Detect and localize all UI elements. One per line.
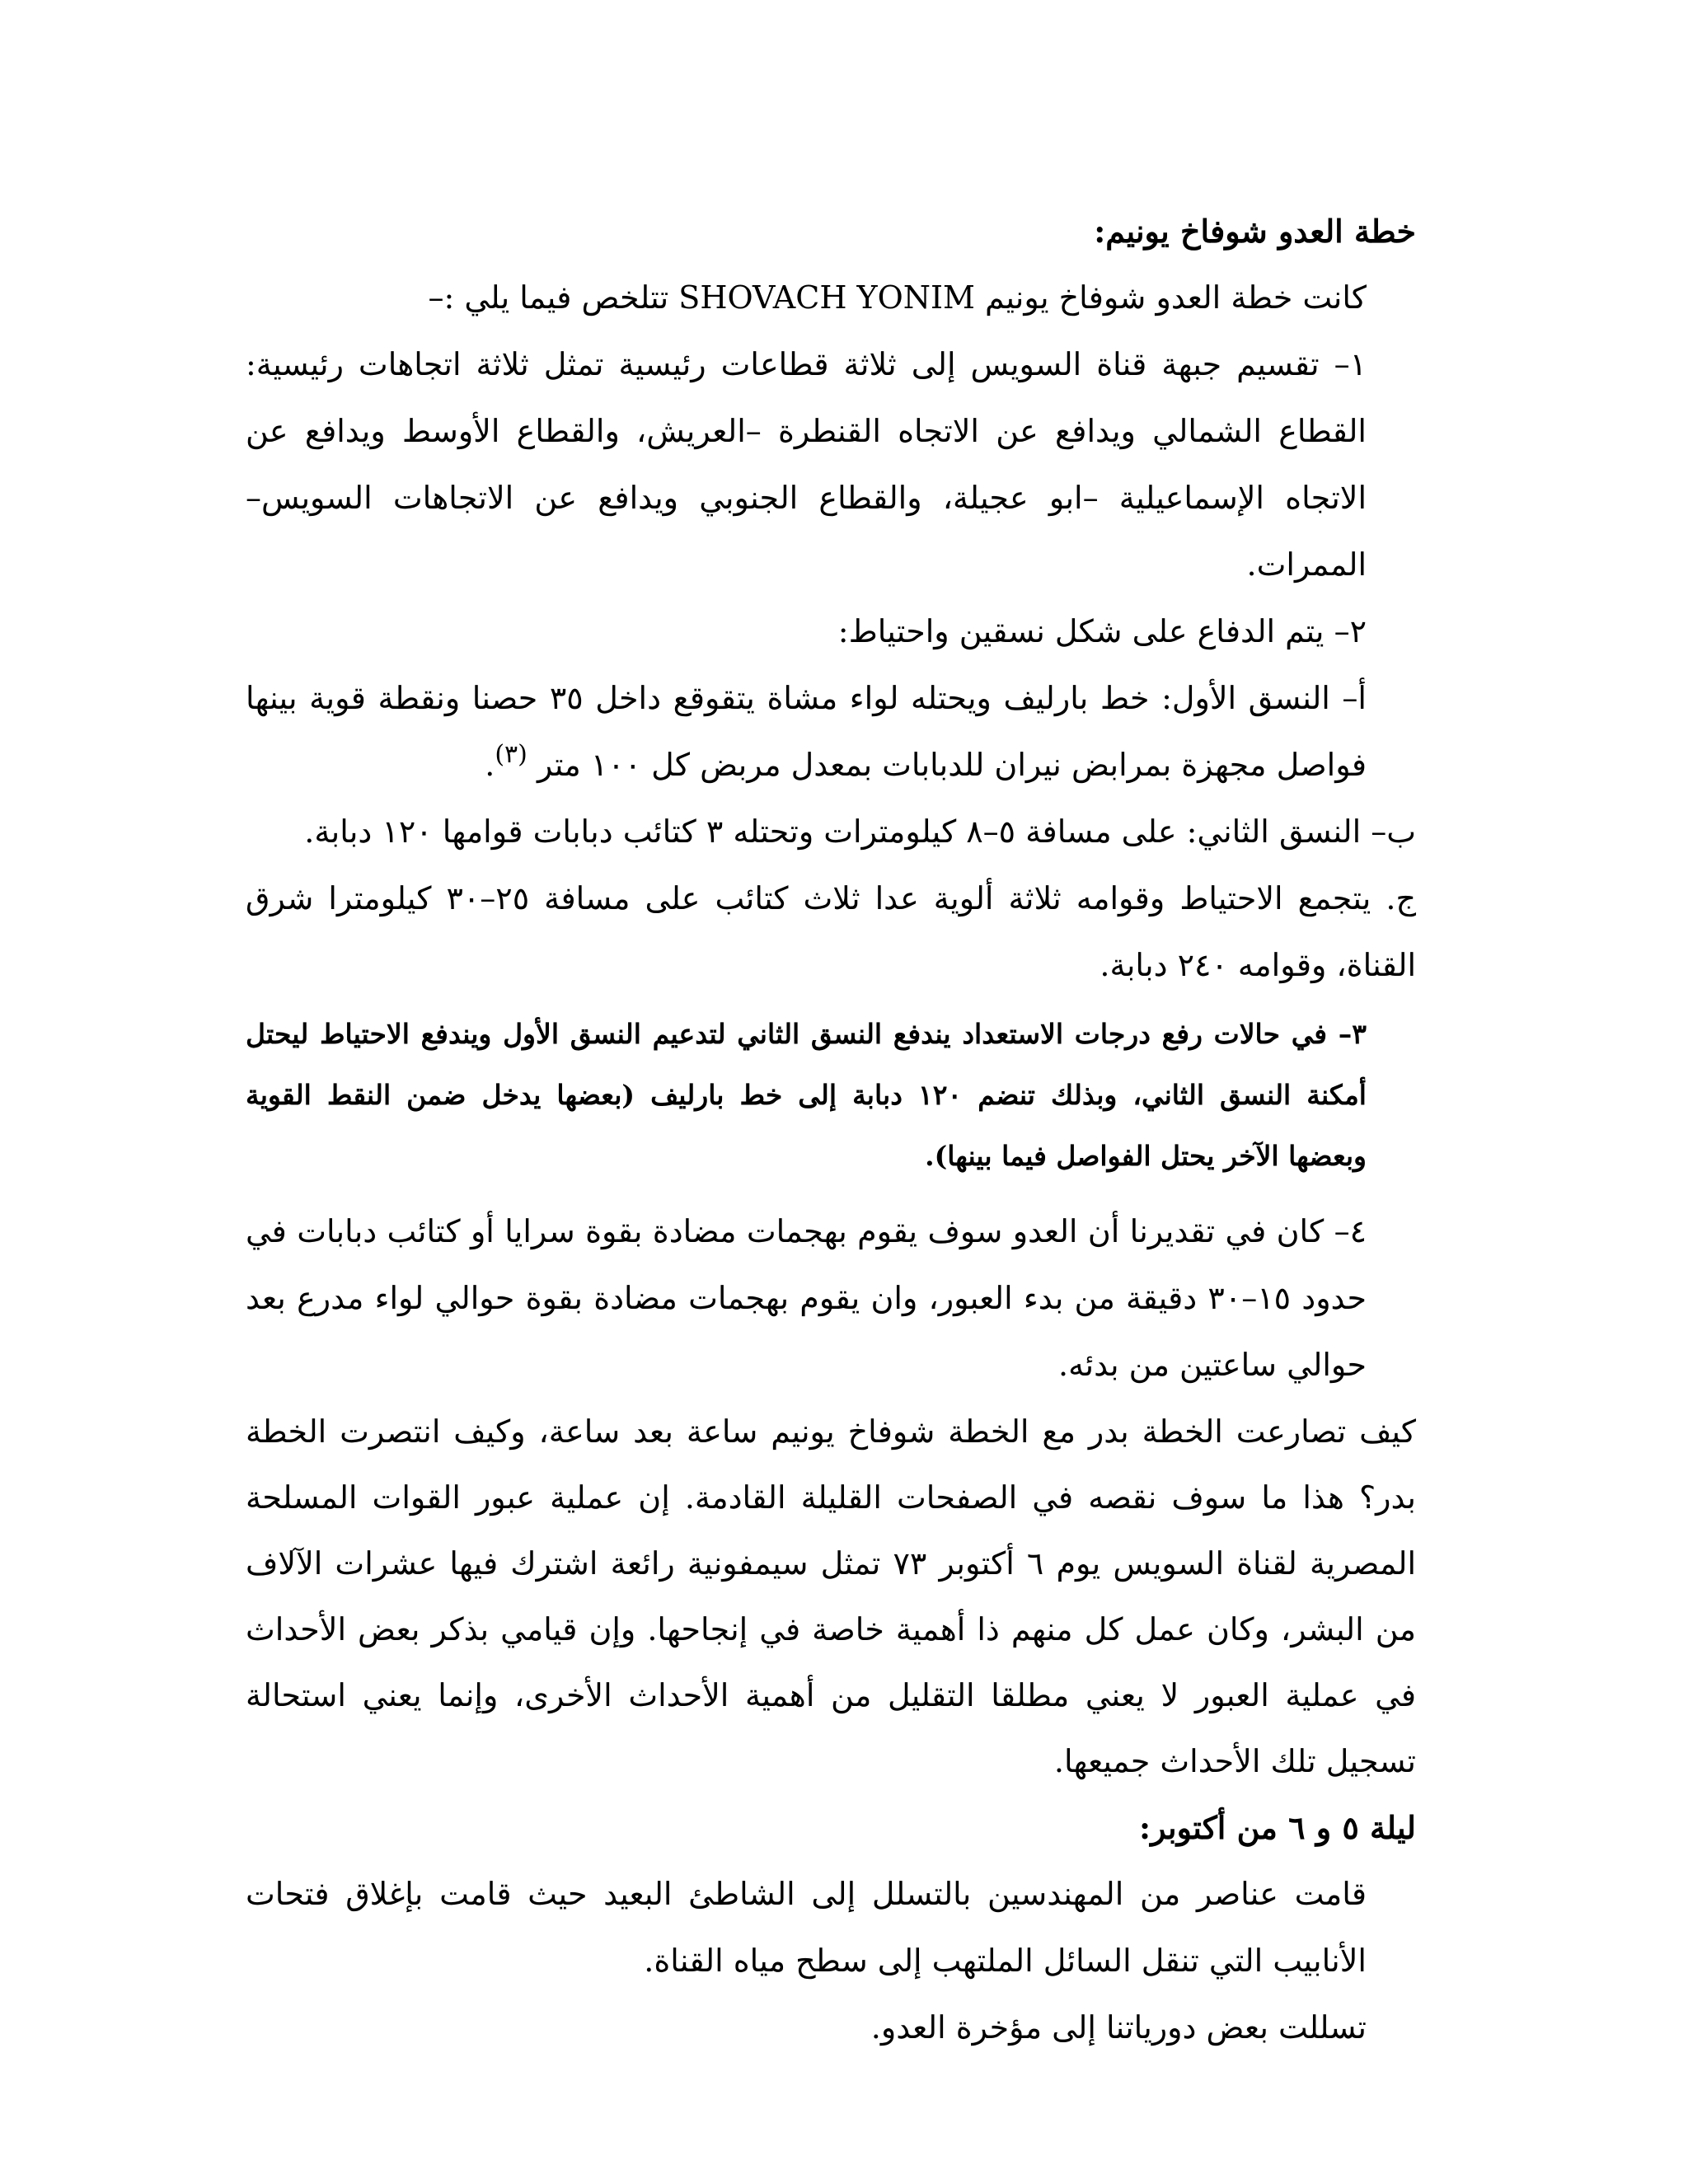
paragraph-point-a-end: . xyxy=(485,747,495,783)
document-body xyxy=(246,198,1416,2061)
section-heading-night-oct: ليلة ٥ و ٦ من أكتوبر: xyxy=(1139,1809,1416,1846)
paragraph-point-b: ب– النسق الثاني: على مسافة ٥–٨ كيلومترات وتحتله ٣ كتائب دبابات قوامها ١٢٠ دبابة. xyxy=(304,813,1416,850)
paragraph-point-c: ج. يتجمع الاحتياط وقوامه ثلاثة ألوية عدا ثلاث كتائب على مسافة ٢٥–٣٠ كيلومترا شرق القناة، وقوامه ٢٤٠ دبابة. xyxy=(246,880,1416,983)
paragraph-point-2: ٢– يتم الدفاع على شكل نسقين واحتياط: xyxy=(837,613,1367,649)
paragraph-point-a xyxy=(246,665,1416,799)
paragraph-plan-intro: كانت خطة العدو شوفاخ يونيم SHOVACH YONIM تتلخص فيما يلي :– xyxy=(428,279,1367,316)
paragraph-point-4: ٤– كان في تقديرنا أن العدو سوف يقوم بهجمات مضادة بقوة سرايا أو كتائب دبابات في حدود ١٥–٣٠ دقيقة من بدء العبور، وان يقوم بهجمات مضادة بقوة حوالي لواء مدرع بعد حوالي ساعتين من بدئه. xyxy=(246,1213,1367,1383)
paragraph-point-a-text: أ– النسق الأول: خط بارليف ويحتله لواء مشاة يتقوقع داخل ٣٥ حصنا ونقطة قوية بينها فواصل مجهزة بمرابض نيران للدبابات بمعدل مربض كل ١٠٠ متر xyxy=(246,680,1367,783)
paragraph-badr-narrative: كيف تصارعت الخطة بدر مع الخطة شوفاخ يونيم ساعة بعد ساعة، وكيف انتصرت الخطة بدر؟ هذا ما سوف نقصه في الصفحات القليلة القادمة. إن عملية عبور القوات المسلحة المصرية لقناة السويس يوم ٦ أكتوبر ٧٣ تمثل سيمفونية رائعة اشترك فيها عشرات الآلاف من البشر، وكان عمل كل منهم ذا أهمية خاصة في إنجاحها. وإن قيامي بذكر بعض الأحداث في عملية العبور لا يعني مطلقا التقليل من أهمية الأحداث الأخرى، وإنما يعني استحالة تسجيل تلك الأحداث جميعها. xyxy=(246,1413,1416,1779)
paragraph-point-1: ١– تقسيم جبهة قناة السويس إلى ثلاثة قطاعات رئيسية تمثل ثلاثة اتجاهات رئيسية: القطاع الشمالي ويدافع عن الاتجاه القنطرة –العريش، والقطاع الأوسط ويدافع عن الاتجاه الإسماعيلية –ابو عجيلة، والقطاع الجنوبي ويدافع عن الاتجاهات السويس– الممرات. xyxy=(246,346,1367,583)
paragraph-engineers: قامت عناصر من المهندسين بالتسلل إلى الشاطئ البعيد حيث قامت بإغلاق فتحات الأنابيب التي تنقل السائل الملتهب إلى سطح مياه القناة. xyxy=(246,1876,1367,1979)
section-heading-enemy-plan: خطة العدو شوفاخ يونيم: xyxy=(1094,213,1416,250)
paragraph-point-3: ٣– في حالات رفع درجات الاستعداد يندفع النسق الثاني لتدعيم النسق الأول ويندفع الاحتياط ليحتل أمكنة النسق الثاني، وبذلك تنضم ١٢٠ دبابة إلى خط بارليف (بعضها يدخل ضمن النقط القوية وبعضها الآخر يحتل الفواصل فيما بينها). xyxy=(246,1018,1367,1172)
footnote-reference: (٣) xyxy=(495,740,528,769)
paragraph-patrols: تسللت بعض دورياتنا إلى مؤخرة العدو. xyxy=(870,2009,1367,2046)
